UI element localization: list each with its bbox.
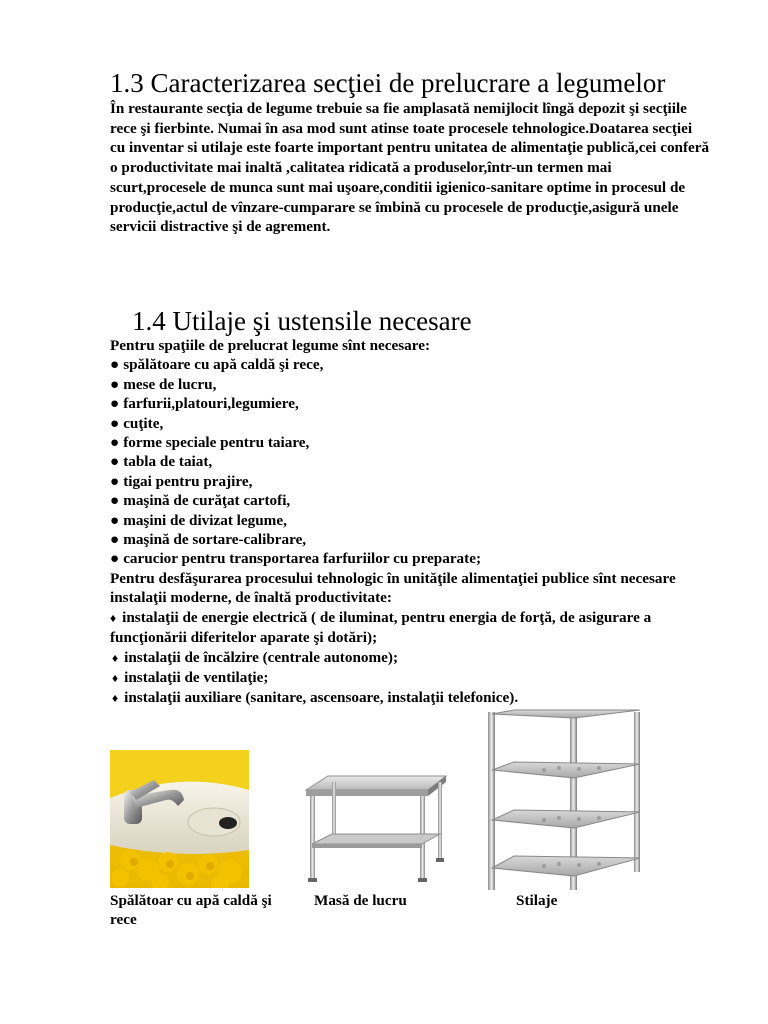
- list-item-text: mese de lucru,: [123, 375, 217, 393]
- installation-item: [110, 648, 720, 668]
- list-item-text: tigai pentru prajire,: [123, 472, 253, 490]
- work-table-image: [300, 770, 450, 888]
- list-item-text: forme speciale pentru taiare,: [123, 434, 310, 452]
- list-item: [110, 472, 720, 491]
- equipment-intro: Pentru spaţiile de prelucrat legume sînt necesare:: [110, 337, 431, 354]
- list-item-text: maşină de curăţat cartofi,: [123, 492, 291, 510]
- bullet-icon: ●: [110, 453, 120, 471]
- bullet-icon: ●: [110, 492, 120, 510]
- bullet-icon: ●: [110, 375, 120, 393]
- list-item-text: carucior pentru transportarea farfuriilor cu preparate;: [123, 550, 482, 568]
- bullet-icon: ●: [110, 531, 120, 549]
- list-item-text: maşini de divizat legume,: [123, 511, 287, 529]
- list-item-text: maşină de sortare-calibrare,: [123, 531, 307, 549]
- list-item-text: tabla de taiat,: [123, 453, 213, 471]
- list-item: [110, 491, 720, 510]
- bullet-icon: ●: [110, 550, 120, 568]
- list-item-text: farfurii,platouri,legumiere,: [123, 395, 299, 413]
- faucet-illustration: [110, 750, 249, 888]
- list-item: [110, 375, 720, 394]
- list-item: [110, 530, 720, 549]
- diamond-bullet-icon: ♦: [112, 691, 119, 706]
- section-2-heading: 1.4 Utilaje şi ustensile necesare: [132, 306, 472, 336]
- shelving-caption: Stilaje: [516, 892, 558, 909]
- installation-item: [110, 608, 720, 648]
- list-item-text: spălătoare cu apă caldă şi rece,: [123, 356, 324, 374]
- section-1-heading: 1.3 Caracterizarea secţiei de prelucrare a legumelor: [110, 68, 666, 98]
- bullet-icon: ●: [110, 356, 120, 374]
- shelving-image: [484, 708, 646, 890]
- sink-caption: Spălătoar cu apă caldă şi rece: [110, 892, 272, 929]
- installation-item: [110, 668, 720, 688]
- shelving-illustration: [484, 708, 646, 890]
- installation-text: instalaţii auxiliare (sanitare, ascensoare, instalaţii telefonice).: [124, 689, 519, 707]
- installation-text: instalaţii de ventilaţie;: [124, 668, 269, 686]
- list-item: [110, 452, 720, 471]
- bullet-icon: ●: [110, 414, 120, 432]
- list-item: [110, 355, 720, 374]
- bullet-icon: ●: [110, 472, 120, 490]
- section-1-paragraph: În restaurante secţia de legume trebuie sa fie amplasată nemijlocit lîngă depozit şi secţiile rece şi fierbinte. Numai în asa mod sunt atinse toate procesele tehnologice.Doatarea secţiei cu inventar si utilaje este foarte important pentru unitatea de alimentaţie publică,cei conferă o productivitate mai inaltă ,calitatea ridicată a produselor,într-un termen mai scurt,procesele de munca sunt mai uşoare,conditii igienico-sanitare optime in procesul de producţie,actul de vînzare-cumparare se îmbină cu procesele de producţie,asigură unele servicii distractive şi de agrement.: [110, 100, 710, 236]
- table-caption: Masă de lucru: [314, 892, 407, 909]
- list-item: [110, 394, 720, 413]
- section-2-body: [110, 336, 720, 709]
- installations-intro: Pentru desfăşurarea procesului tehnologic în unităţile alimentaţiei publice sînt necesare instalaţii moderne, de înaltă productivitate:: [110, 569, 676, 607]
- diamond-bullet-icon: ♦: [112, 670, 119, 685]
- list-item: [110, 433, 720, 452]
- diamond-bullet-icon: ♦: [110, 610, 117, 625]
- list-item: [110, 511, 720, 530]
- installation-text: instalaţii de încălzire (centrale autonome);: [124, 648, 399, 666]
- steel-table-illustration: [300, 770, 450, 888]
- bullet-icon: ●: [110, 434, 120, 452]
- installation-text: instalaţii de energie electrică ( de iluminat, pentru energia de forţă, de asigurare a funcţionării diferitelor aparate şi dotări);: [110, 608, 652, 647]
- list-item: [110, 549, 720, 568]
- list-item: [110, 414, 720, 433]
- bullet-icon: ●: [110, 395, 120, 413]
- sink-faucet-image: [110, 750, 249, 888]
- diamond-bullet-icon: ♦: [112, 650, 119, 665]
- installation-item: [110, 688, 720, 708]
- list-item-text: cuţite,: [123, 414, 164, 432]
- bullet-icon: ●: [110, 511, 120, 529]
